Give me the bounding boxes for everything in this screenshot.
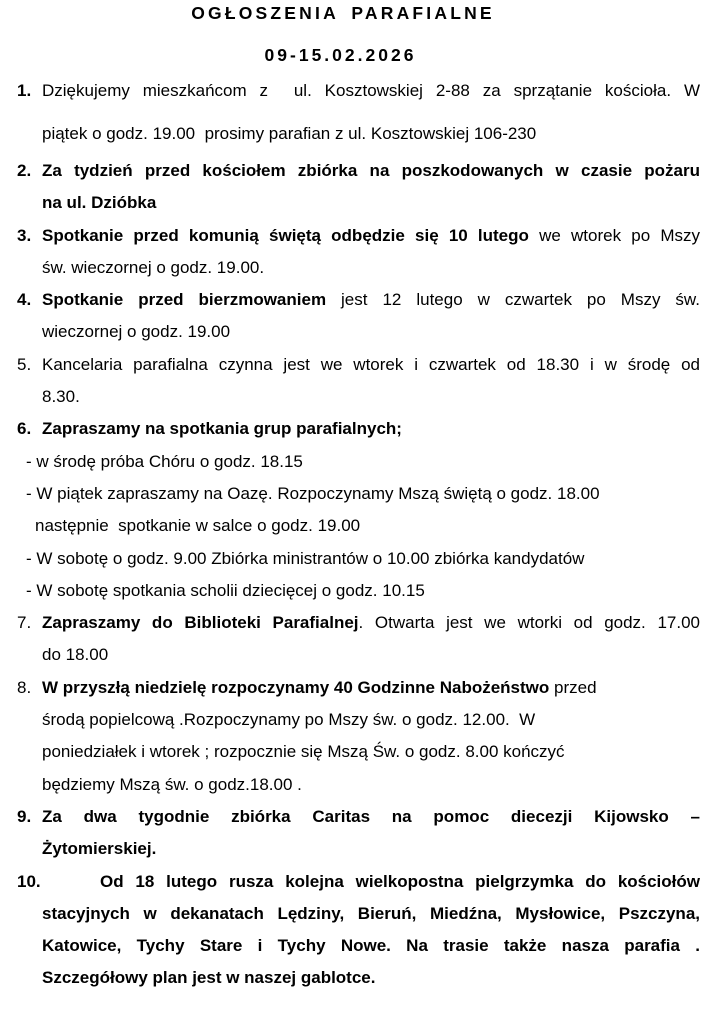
text-line	[35, 510, 700, 542]
text-segment: będziemy Mszą św. o godz.18.00 .	[42, 774, 302, 794]
announcement-item	[0, 284, 700, 349]
text-line	[42, 898, 700, 930]
text-segment: - w środę próba Chóru o godz. 18.15	[26, 451, 303, 471]
text-segment: Za dwa tygodnie zbiórka Caritas na pomoc diecezji Kijowsko –	[42, 806, 700, 826]
document-header	[0, 0, 719, 66]
text-segment: Żytomierskiej.	[42, 839, 157, 859]
date-range: 09-15.02.2026	[264, 45, 417, 65]
announcement-item	[0, 672, 700, 801]
text-segment: Za tydzień przed kościołem zbiórka na poszkodowanych w czasie pożaru	[42, 161, 700, 180]
text-segment: środą popielcową .Rozpoczynamy po Mszy św. o godz. 12.00. W	[42, 710, 536, 730]
item-number: 7.	[17, 613, 32, 633]
text-segment: Spotkanie przed komunią świętą odbędzie się 10 lutego	[42, 225, 529, 245]
text-line	[42, 187, 700, 219]
text-segment: piątek o godz. 19.00 prosimy parafian z ul. Kosztowskiej 106-230	[42, 124, 537, 143]
text-line	[42, 349, 700, 381]
text-line	[42, 639, 700, 671]
text-line	[42, 284, 700, 316]
text-line	[42, 930, 700, 962]
text-line	[26, 446, 700, 478]
text-segment: na ul. Dzióbka	[42, 193, 157, 213]
item-number: 6.	[17, 419, 32, 439]
text-line	[42, 672, 700, 704]
announcement-item	[0, 801, 700, 866]
page-title: OGŁOSZENIA PARAFIALNE	[191, 3, 495, 23]
text-line	[42, 381, 700, 413]
text-line	[42, 736, 700, 768]
text-line	[42, 704, 700, 736]
text-segment: - W piątek zapraszamy na Oazę. Rozpoczynamy Mszą świętą o godz. 18.00	[26, 483, 600, 503]
text-segment: Zapraszamy na spotkania grup parafialnych;	[42, 419, 402, 439]
item-number: 9.	[17, 806, 32, 826]
announcement-item	[0, 866, 700, 995]
announcement-item	[0, 220, 700, 285]
text-segment: następnie spotkanie w salce o godz. 19.00	[35, 516, 361, 536]
text-line	[26, 543, 700, 575]
text-line	[42, 962, 700, 994]
text-segment: przed	[549, 677, 597, 697]
text-segment: - W sobotę o godz. 9.00 Zbiórka ministrantów o 10.00 zbiórka kandydatów	[26, 548, 585, 568]
announcement-item	[0, 349, 700, 414]
text-segment: W przyszłą niedzielę rozpoczynamy 40 Godzinne Nabożeństwo	[42, 677, 550, 697]
item-number: 8.	[17, 677, 32, 697]
text-segment: Dziękujemy mieszkańcom z ul. Kosztowskiej 2-88 za sprzątanie kościoła. W	[42, 81, 700, 100]
item-number: 1.	[17, 81, 32, 100]
text-line	[42, 316, 700, 348]
item-number: 5.	[17, 354, 32, 374]
text-line	[42, 155, 700, 187]
item-number: 3.	[17, 225, 32, 245]
text-line	[42, 769, 700, 801]
text-segment: we wtorek po Mszy	[528, 225, 701, 245]
text-line	[42, 833, 700, 865]
text-line	[42, 413, 700, 445]
text-segment: stacyjnych w dekanatach Lędziny, Bieruń, Miedźna, Mysłowice, Pszczyna,	[42, 903, 700, 923]
text-segment: Katowice, Tychy Stare i Tychy Nowe. Na trasie także nasza parafia .	[42, 936, 700, 956]
announcement-item	[0, 607, 700, 672]
announcement-list	[0, 69, 719, 995]
text-line	[42, 220, 700, 252]
text-segment: wieczornej o godz. 19.00	[42, 322, 231, 342]
item-number: 4.	[17, 290, 32, 310]
text-line	[42, 112, 700, 155]
text-segment: poniedziałek i wtorek ; rozpocznie się Mszą Św. o godz. 8.00 kończyć	[42, 742, 565, 762]
text-segment: Od 18 lutego rusza kolejna wielkopostna pielgrzymka do kościołów	[100, 871, 700, 891]
text-segment: . Otwarta jest we wtorki od godz. 17.00	[358, 613, 700, 633]
announcement-item	[0, 413, 700, 607]
announcement-item	[0, 155, 700, 220]
text-line	[42, 252, 700, 284]
text-line	[26, 575, 700, 607]
text-segment: św. wieczornej o godz. 19.00.	[42, 257, 265, 277]
text-segment: jest 12 lutego w czwartek po Mszy św.	[326, 290, 700, 310]
text-segment: Szczegółowy plan jest w naszej gablotce.	[42, 968, 376, 988]
item-number: 10.	[17, 871, 41, 891]
item-number: 2.	[17, 161, 32, 180]
text-segment: Kancelaria parafialna czynna jest we wtorek i czwartek od 18.30 i w środę od	[42, 354, 700, 374]
text-line	[42, 69, 700, 112]
text-line	[26, 478, 700, 510]
text-segment: do 18.00	[42, 645, 109, 665]
text-line	[42, 801, 700, 833]
text-segment: Spotkanie przed bierzmowaniem	[42, 290, 327, 310]
announcement-item	[0, 69, 700, 155]
text-line	[42, 607, 700, 639]
text-line	[42, 866, 700, 898]
text-segment: 8.30.	[42, 387, 80, 407]
text-segment: - W sobotę spotkania scholii dziecięcej o godz. 10.15	[26, 580, 425, 600]
text-segment: Zapraszamy do Biblioteki Parafialnej	[42, 613, 359, 633]
